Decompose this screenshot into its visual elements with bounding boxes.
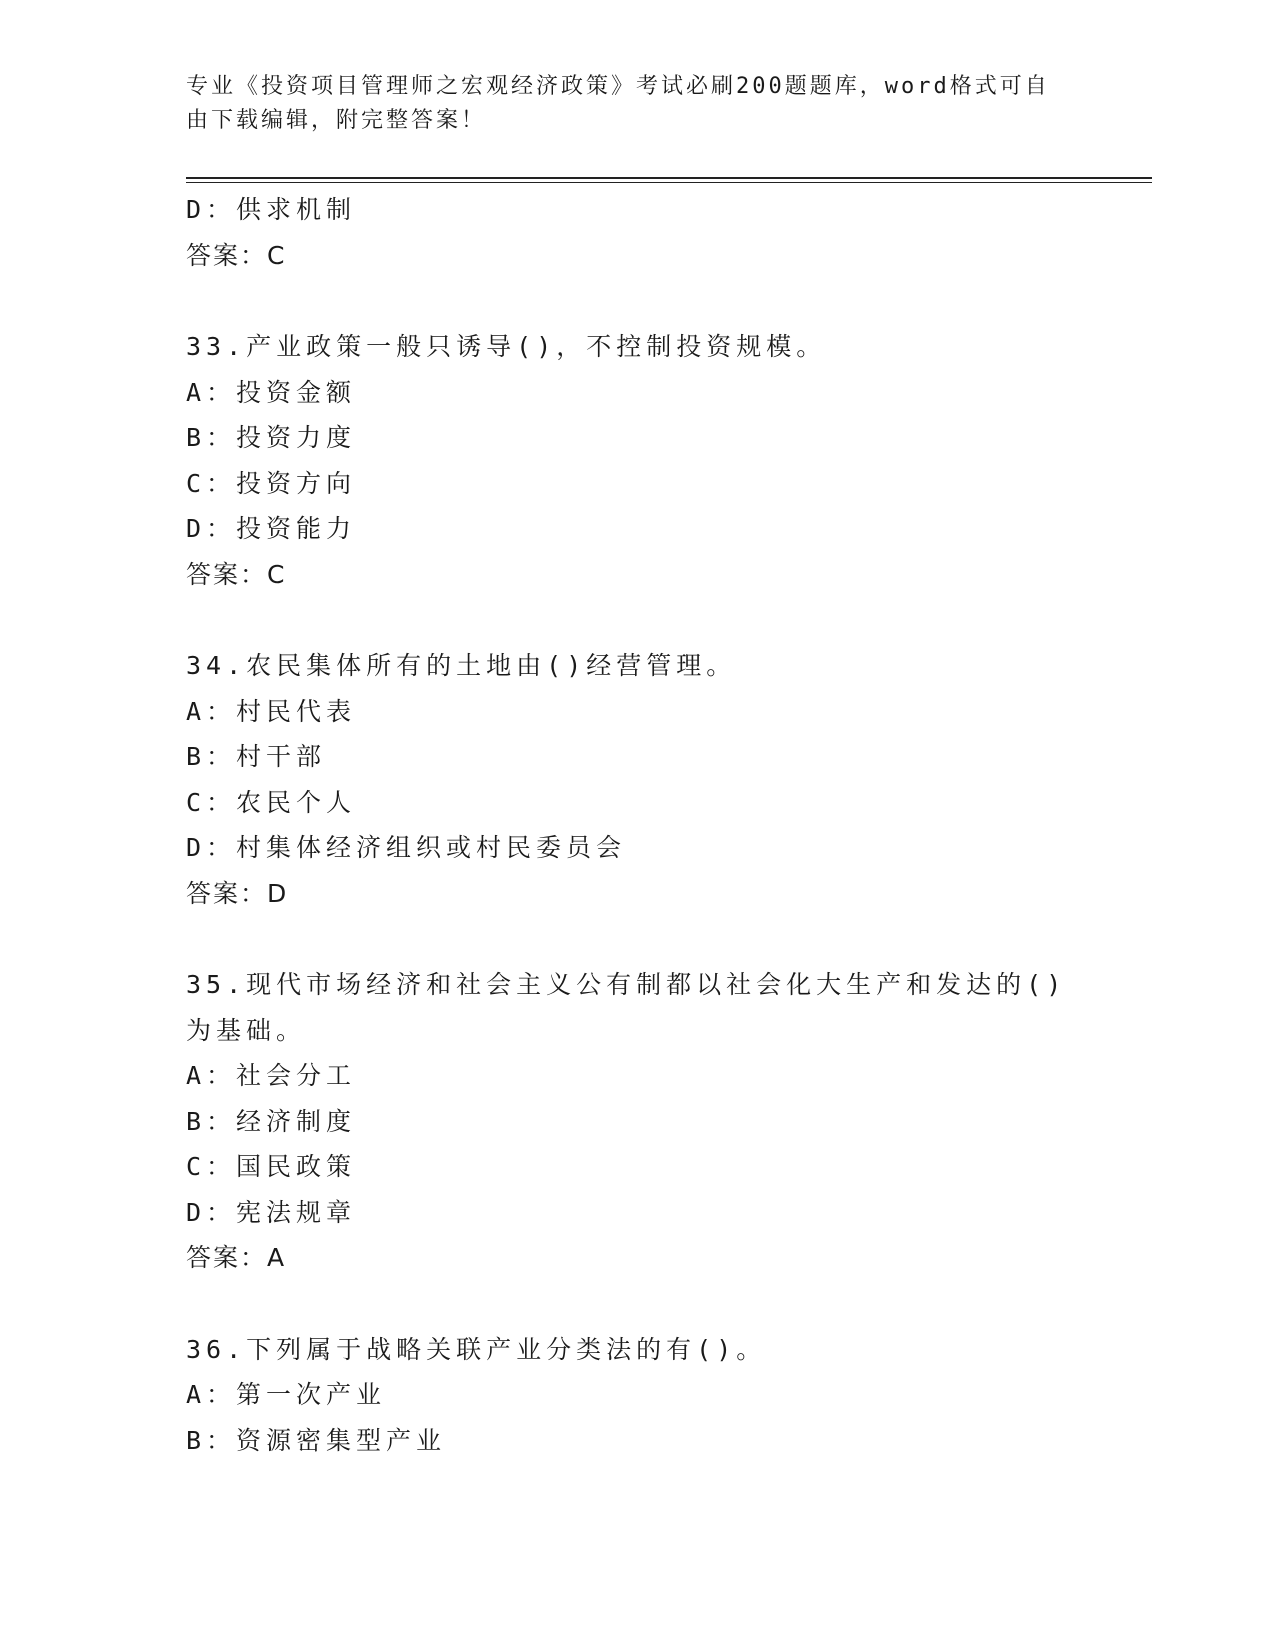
option-d: D：宪法规章	[186, 1197, 357, 1227]
question-block-33	[186, 324, 1086, 597]
page-header-title: 专业《投资项目管理师之宏观经济政策》考试必刷200题题库，word格式可自由下载编辑，附完整答案！	[186, 74, 1050, 133]
header-divider-thin	[186, 182, 1152, 183]
option-d: D：投资能力	[186, 514, 357, 543]
option-b: B：村干部	[186, 742, 327, 771]
answer-line: 答案：A	[186, 1243, 287, 1272]
option-d: D：村集体经济组织或村民委员会	[186, 833, 627, 862]
option-a: A：村民代表	[186, 696, 357, 726]
answer-line: 答案：C	[186, 559, 287, 589]
option-c: C：农民个人	[186, 787, 357, 817]
option-c: C：投资方向	[186, 468, 357, 498]
question-block-35	[186, 962, 1086, 1281]
question-content	[186, 187, 1086, 1463]
option-b: B：资源密集型产业	[186, 1425, 447, 1455]
option-b: B：投资力度	[186, 423, 357, 452]
option-a: A：投资金额	[186, 377, 357, 407]
question-text: 35.现代市场经济和社会主义公有制都以社会化大生产和发达的()为基础。	[186, 970, 1067, 1045]
answer-line: 答案：C	[186, 240, 287, 270]
option-a: A：社会分工	[186, 1061, 357, 1090]
option-d: D：供求机制	[186, 195, 357, 224]
question-block-34	[186, 643, 1086, 916]
option-c: C：国民政策	[186, 1152, 357, 1181]
option-b: B：经济制度	[186, 1106, 357, 1136]
question-block-continued	[186, 187, 1086, 278]
question-text: 33.产业政策一般只诱导()，不控制投资规模。	[186, 332, 827, 361]
header-divider-thick	[186, 177, 1152, 179]
question-text: 36.下列属于战略关联产业分类法的有()。	[186, 1334, 767, 1364]
question-block-36	[186, 1327, 1086, 1464]
answer-line: 答案：D	[186, 878, 289, 908]
option-a: A：第一次产业	[186, 1380, 387, 1409]
question-text: 34.农民集体所有的土地由()经营管理。	[186, 651, 737, 680]
